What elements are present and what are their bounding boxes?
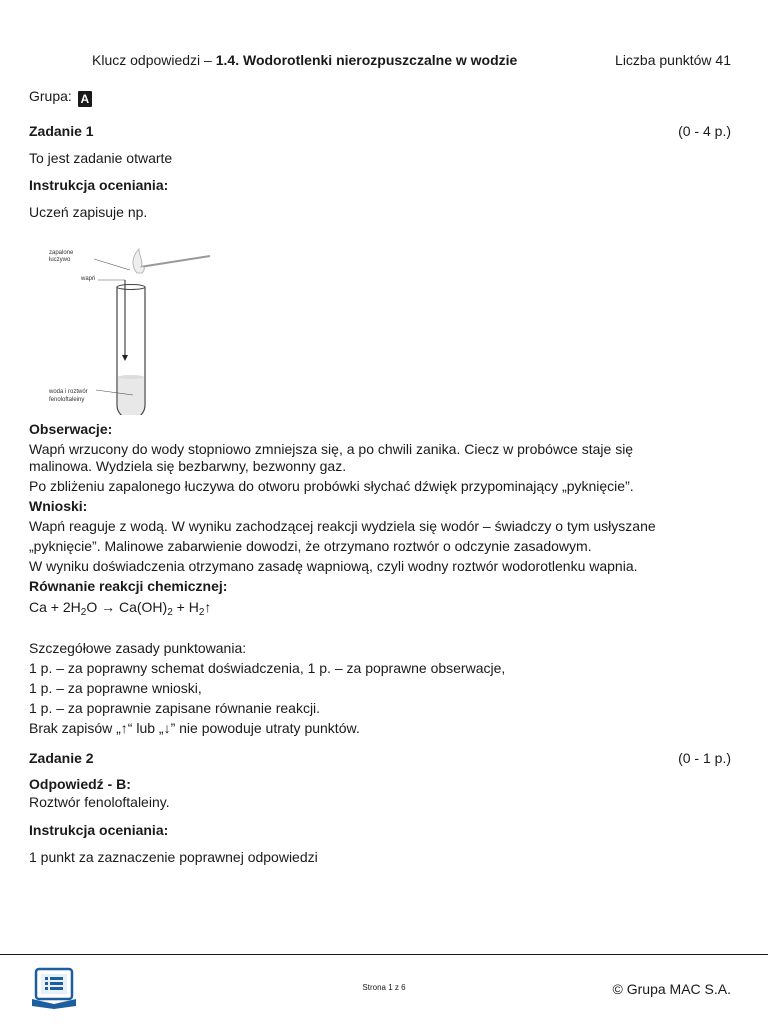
rule-1: 1 p. – za poprawny schemat doświadczenia, 1 p. – za poprawne obserwacje, [29,660,506,676]
experiment-figure [40,245,220,415]
task2-instr: 1 punkt za zaznaczenie poprawnej odpowiedzi [29,849,318,865]
task2-instr-label: Instrukcja oceniania: [29,822,169,838]
label-torch: zapalone łuczywo [49,250,74,263]
tube-rim [117,285,145,290]
obs-line-1: Wapń wrzucony do wody stopniowo zmniejsza się, a po chwili zanika. Ciecz w probówce staje się [29,441,634,457]
tube-liquid [118,377,144,415]
total-points: Liczba punktów 41 [615,52,731,68]
flame-icon [133,249,144,273]
page-number: Strona 1 z 6 [362,983,406,992]
obs-line-3: Po zbliżeniu zapalonego łuczywa do otworu probówki słychać dźwięk przypominający „pyknięcie”. [29,478,634,494]
obs-label: Obserwacje: [29,421,113,437]
concl-line-2: „pyknięcie”. Malinowe zabarwienie dowodzi, że otrzymano roztwór o odczynie zasadowym. [29,538,592,554]
concl-label: Wnioski: [29,498,88,514]
group-badge: A [78,91,92,107]
label-water-2: fenoloftaleiny [49,397,85,403]
page-header-title: Klucz odpowiedzi – 1.4. Wodorotlenki nierozpuszczalne w wodzie [92,52,518,68]
task2-title: Zadanie 2 [29,750,94,766]
footer-divider [0,954,768,955]
concl-line-1: Wapń reaguje z wodą. W wyniku zachodzącej reakcji wydziela się wodór – świadczy o tym usłyszane [29,518,656,534]
rules-title: Szczegółowe zasady punktowania: [29,640,247,656]
copyright: © Grupa MAC S.A. [612,981,731,997]
liquid-surface [118,375,144,379]
rule-3: 1 p. – za poprawnie zapisane równanie reakcji. [29,700,321,716]
rule-2: 1 p. – za poprawne wnioski, [29,680,202,696]
reaction-equation: $Ca + 2H_2O \to Ca(OH)_2$ + $H_2↑$ [29,599,212,618]
task1-points: (0 - 4 p.) [678,123,731,139]
label-calcium: wapń [81,276,96,282]
task1-intro: Uczeń zapisuje np. [29,204,148,220]
task1-title: Zadanie 1 [29,123,94,139]
task1-instr-label: Instrukcja oceniania: [29,177,169,193]
task1-type: To jest zadanie otwarte [29,150,173,166]
equation-label: Równanie reakcji chemicznej: [29,578,228,594]
label-water-1: woda i roztwór [49,389,88,395]
task2-answer-label: Odpowiedź - B: [29,776,131,792]
torch-stick [140,256,210,267]
group-line: Grupa: A [29,88,92,107]
arrow-head [122,355,128,361]
label-line-torch [94,259,130,270]
concl-line-3: W wyniku doświadczenia otrzymano zasadę wapniową, czyli wodny roztwór wodorotlenku wapnia. [29,558,638,574]
task2-points: (0 - 1 p.) [678,750,731,766]
obs-line-2: malinowa. Wydziela się bezbarwny, bezwonny gaz. [29,458,347,474]
rule-4: Brak zapisów „↑“ lub „↓” nie powoduje utraty punktów. [29,720,360,736]
task2-answer: Roztwór fenoloftaleiny. [29,794,170,810]
